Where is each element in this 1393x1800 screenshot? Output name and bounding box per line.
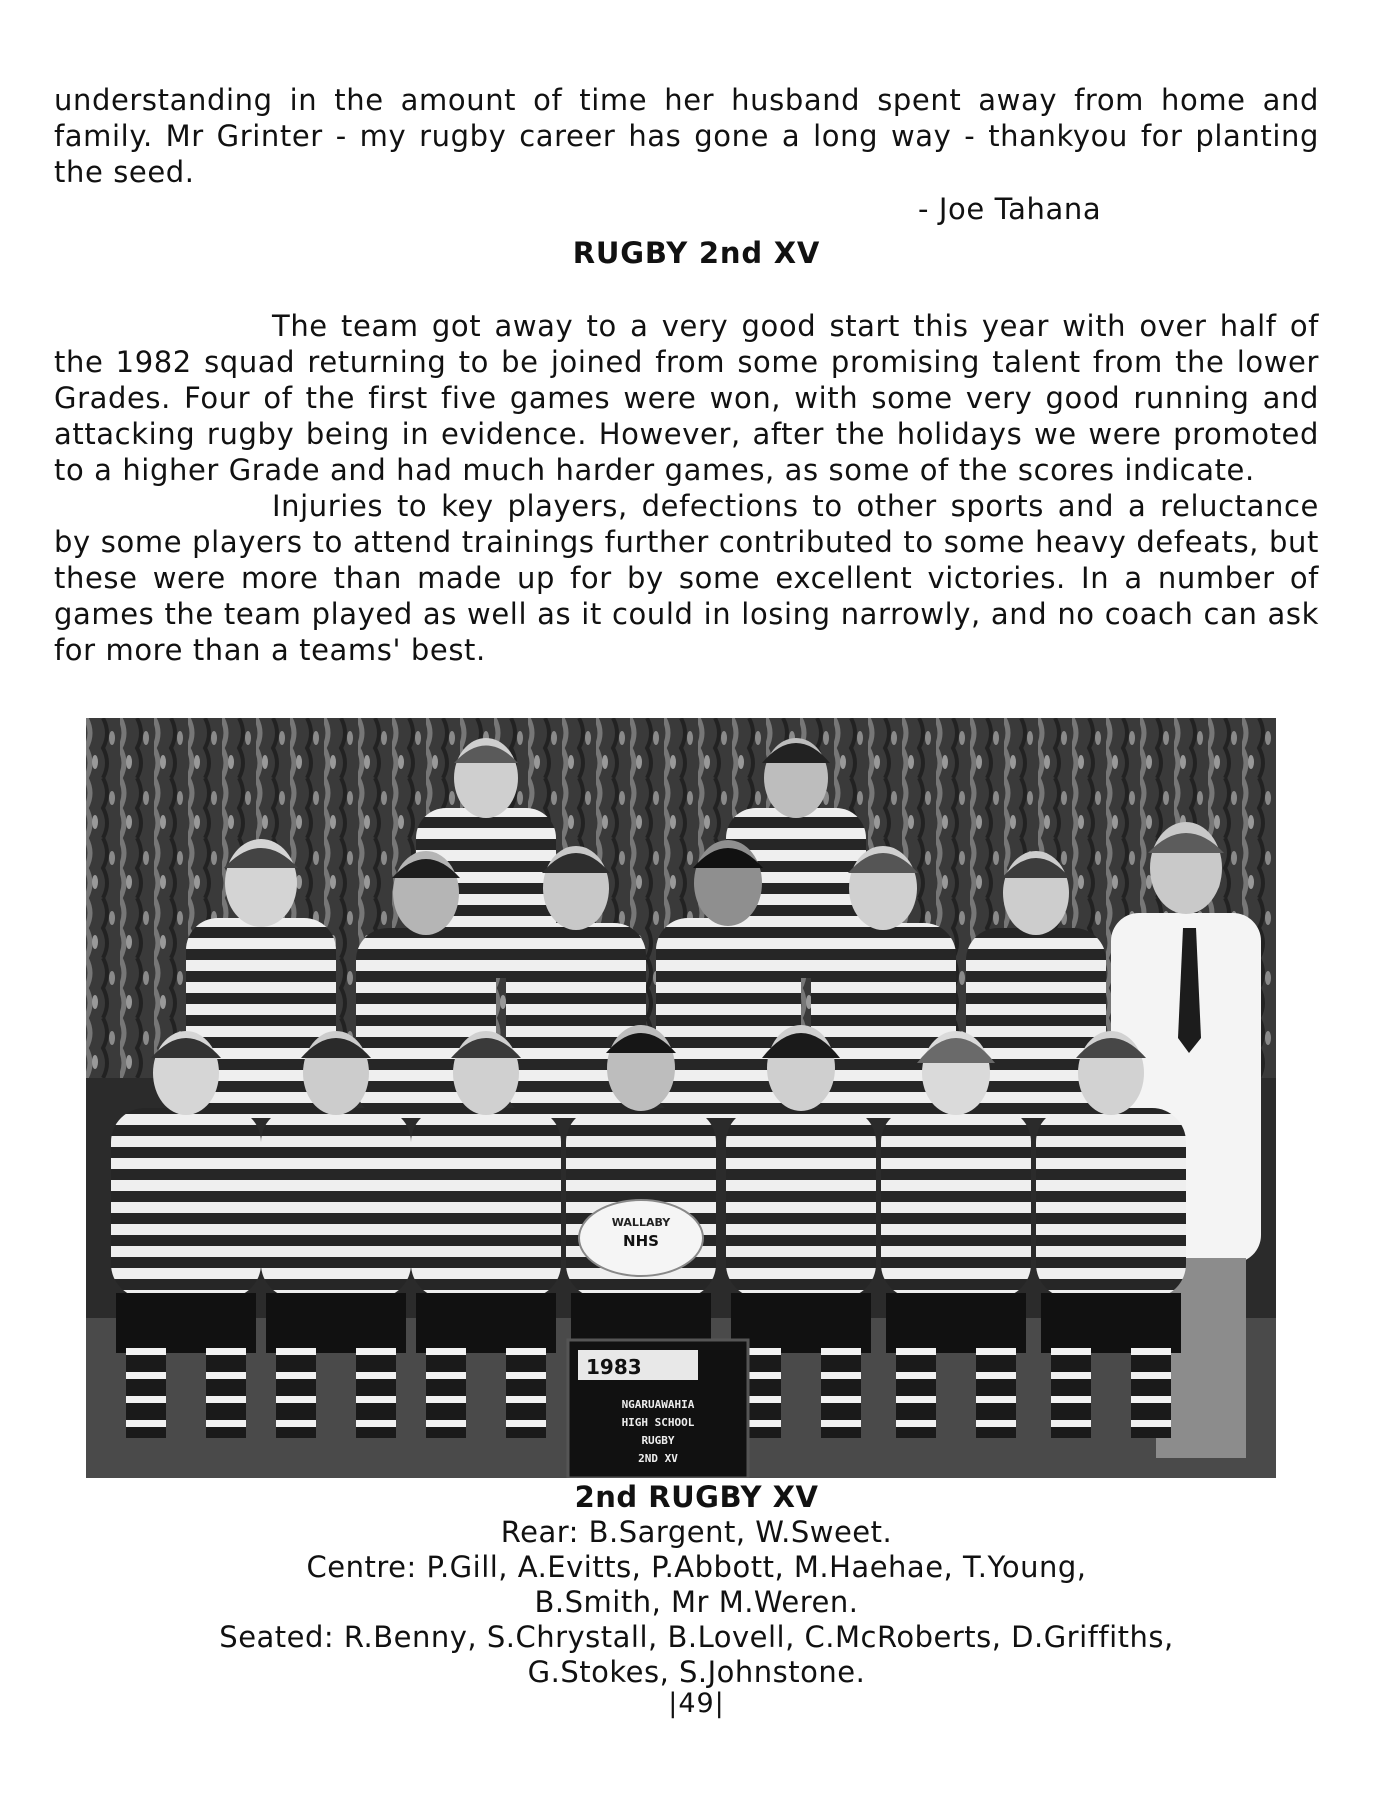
team-name-board bbox=[568, 1340, 748, 1478]
article-heading: RUGBY 2nd XV bbox=[572, 236, 821, 270]
article-paragraph: Injuries to key players, defections to other sports and a reluctance by some players to attend trainings further contributed to some heavy defeats, but these were more than made up for by some excellent victories. In a number of games the team played as well as it could in losing narrowly, and no coach can ask for more than a teams' best. bbox=[54, 489, 1319, 667]
photo-caption bbox=[0, 1480, 1393, 1690]
ball-brand: WALLABY bbox=[611, 1216, 671, 1229]
caption-centre: Centre: P.Gill, A.Evitts, P.Abbott, M.Haehae, T.Young, bbox=[306, 1550, 1087, 1584]
signature: - Joe Tahana bbox=[918, 192, 1102, 226]
caption-rear: Rear: B.Sargent, W.Sweet. bbox=[500, 1515, 893, 1549]
page-number: |49| bbox=[668, 1688, 725, 1719]
board-year: 1983 bbox=[586, 1355, 642, 1379]
rugby-ball bbox=[579, 1200, 703, 1276]
caption-title: 2nd RUGBY XV bbox=[574, 1480, 819, 1514]
article-paragraph: The team got away to a very good start this year with over half of the 1982 squad returning to be joined from some promising talent from the lower Grades. Four of the first five games were won, with some very good running and attacking rugby being in evidence. However, after the holidays we were promoted to a higher Grade and had much harder games, as some of the scores indicate. bbox=[54, 309, 1319, 487]
team-photo-illustration bbox=[86, 718, 1276, 1478]
article-body bbox=[54, 308, 1319, 668]
intro-paragraph bbox=[54, 82, 1319, 190]
board-line: HIGH SCHOOL bbox=[621, 1416, 695, 1429]
team-photo bbox=[86, 718, 1276, 1478]
caption-seated-continued: G.Stokes, S.Johnstone. bbox=[527, 1655, 866, 1689]
board-line: NGARUAWAHIA bbox=[621, 1398, 695, 1411]
board-line: RUGBY bbox=[641, 1434, 675, 1447]
board-line: 2ND XV bbox=[638, 1452, 678, 1465]
intro-text: understanding in the amount of time her husband spent away from home and family. Mr Grinter - my rugby career has gone a long way - thankyou for planting the seed. bbox=[54, 83, 1319, 189]
caption-seated: Seated: R.Benny, S.Chrystall, B.Lovell, C.McRoberts, D.Griffiths, bbox=[219, 1620, 1174, 1654]
caption-centre-continued: B.Smith, Mr M.Weren. bbox=[534, 1585, 859, 1619]
ball-school: NHS bbox=[623, 1232, 659, 1250]
